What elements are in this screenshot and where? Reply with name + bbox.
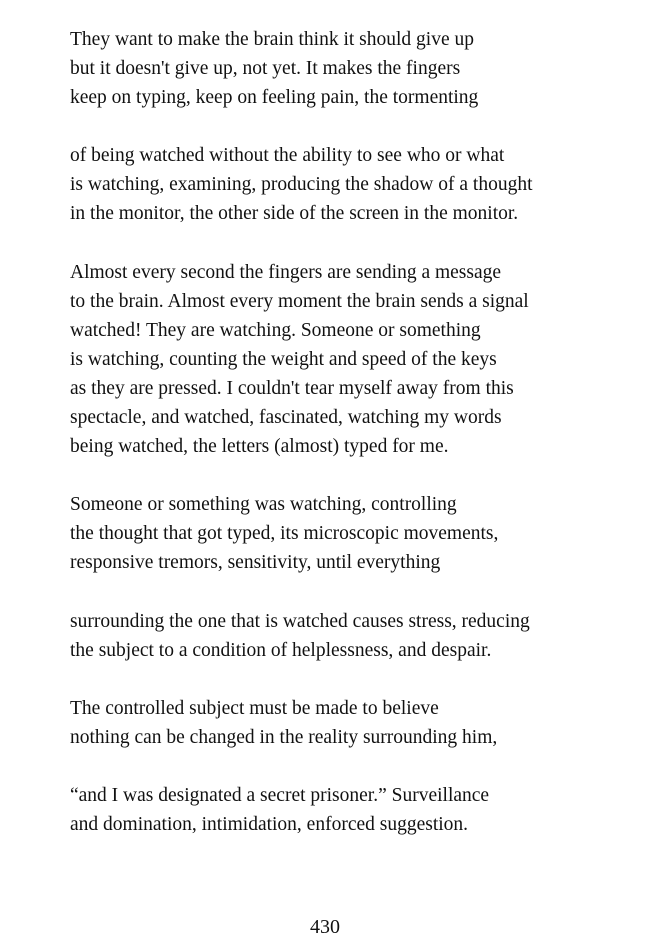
stanza-6 (70, 694, 630, 752)
poem-line: Someone or something was watching, controlling (70, 494, 457, 516)
page-number: 430 (310, 916, 340, 938)
poem-line: is watching, counting the weight and speed of the keys (70, 348, 497, 370)
poem-line: The controlled subject must be made to believe (70, 697, 439, 719)
poem-line: They want to make the brain think it should give up (70, 29, 475, 50)
poem-line: Almost every second the fingers are sending a message (70, 261, 502, 283)
stanza-3 (70, 258, 630, 462)
poem-line: being watched, the letters (almost) typed for me. (70, 436, 449, 458)
poem-body (70, 25, 630, 868)
poem-line: in the monitor, the other side of the screen in the monitor. (70, 203, 519, 225)
poem-line: of being watched without the ability to see who or what (70, 145, 505, 167)
poem-line: surrounding the one that is watched causes stress, reducing (70, 610, 530, 632)
stanza-5 (70, 607, 630, 665)
stanza-4 (70, 490, 630, 577)
poem-line: as they are pressed. I couldn't tear myself away from this (70, 377, 514, 399)
poem-line: the subject to a condition of helplessness, and despair. (70, 639, 492, 661)
poem-line: watched! They are watching. Someone or something (70, 319, 481, 341)
poem-line: the thought that got typed, its microscopic movements, (70, 523, 499, 545)
poem-line: keep on typing, keep on feeling pain, the tormenting (70, 87, 479, 109)
poem-line: nothing can be changed in the reality surrounding him, (70, 726, 498, 748)
poem-line: “and I was designated a secret prisoner.” Surveillance (70, 784, 490, 806)
stanza-7 (70, 781, 630, 839)
poem-line: and domination, intimidation, enforced suggestion. (70, 813, 469, 835)
stanza-1 (70, 25, 630, 112)
poem-line: spectacle, and watched, fascinated, watching my words (70, 407, 502, 429)
poem-line: but it doesn't give up, not yet. It makes the fingers (70, 58, 461, 80)
poem-line: to the brain. Almost every moment the brain sends a signal (70, 290, 529, 312)
poem-line: responsive tremors, sensitivity, until everything (70, 552, 441, 574)
poem-line: is watching, examining, producing the shadow of a thought (70, 174, 533, 196)
stanza-2 (70, 141, 630, 228)
